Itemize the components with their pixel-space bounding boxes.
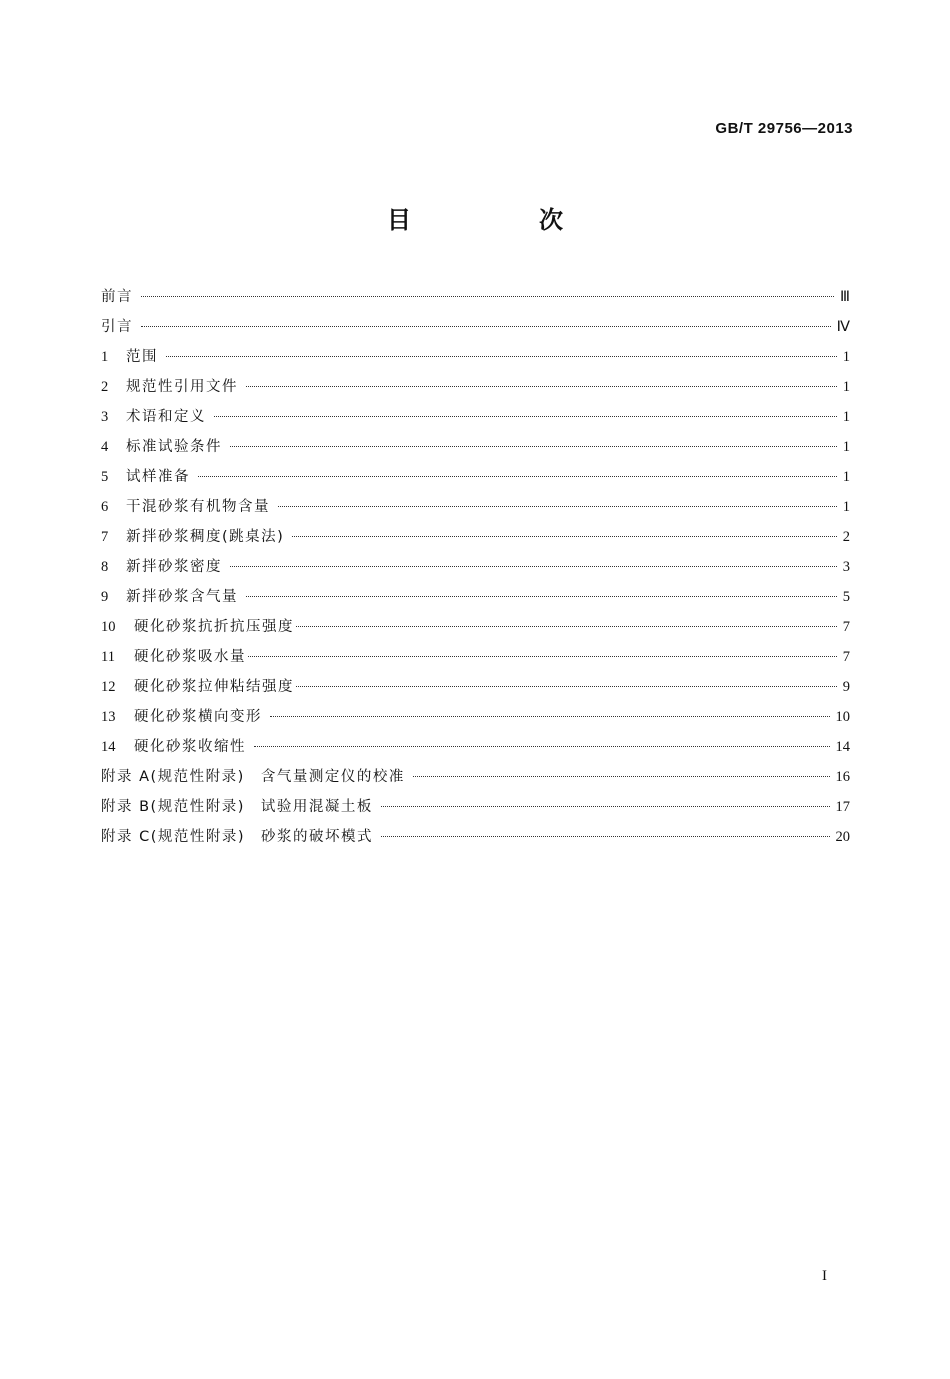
toc-section-number: 3 [101, 409, 109, 425]
toc-page-number: 1 [842, 409, 850, 425]
toc-section-number: 6 [101, 499, 109, 515]
dot-leader [246, 596, 837, 597]
toc-entry-9[interactable] [101, 582, 850, 612]
toc-label: 硬化砂浆拉伸粘结强度 [134, 679, 294, 695]
toc-entry-appendix-c[interactable] [101, 822, 850, 852]
toc-section-number: 2 [101, 379, 109, 395]
toc-page-number: 5 [842, 589, 850, 605]
toc-page-number: 7 [842, 619, 850, 635]
toc-section-number: 13 [101, 709, 116, 725]
toc-page-number: 9 [842, 679, 850, 695]
toc-section-number: 9 [101, 589, 109, 605]
dot-leader [381, 806, 830, 807]
toc-entry-8[interactable] [101, 552, 850, 582]
toc-label: 新拌砂浆稠度(跳桌法) [126, 529, 285, 545]
table-of-contents [101, 282, 850, 852]
toc-entry-13[interactable] [101, 702, 850, 732]
toc-label: 附录 B(规范性附录) 试验用混凝土板 [101, 799, 373, 815]
toc-section-number: 8 [101, 559, 109, 575]
toc-page-number: 1 [842, 349, 850, 365]
toc-section-number: 4 [101, 439, 109, 455]
toc-label: 范围 [126, 349, 158, 365]
dot-leader [413, 776, 830, 777]
toc-entry-3[interactable] [101, 402, 850, 432]
toc-page-number: 1 [842, 379, 850, 395]
toc-label: 试样准备 [126, 469, 190, 485]
toc-label: 硬化砂浆收缩性 [134, 739, 246, 755]
dot-leader [296, 686, 837, 687]
toc-section-number: 12 [101, 679, 116, 695]
dot-leader [278, 506, 837, 507]
dot-leader [230, 446, 837, 447]
toc-page-number: 10 [835, 709, 850, 725]
toc-entry-appendix-a[interactable] [101, 762, 850, 792]
toc-entry-11[interactable] [101, 642, 850, 672]
dot-leader [141, 296, 834, 297]
toc-entry-introduction[interactable] [101, 312, 850, 342]
toc-label: 引言 [101, 319, 133, 335]
dot-leader [230, 566, 837, 567]
toc-label: 术语和定义 [126, 409, 206, 425]
toc-label: 硬化砂浆吸水量 [134, 649, 246, 665]
dot-leader [248, 656, 837, 657]
toc-entry-12[interactable] [101, 672, 850, 702]
toc-entry-5[interactable] [101, 462, 850, 492]
toc-entry-foreword[interactable] [101, 282, 850, 312]
toc-page-number: 16 [835, 769, 850, 785]
toc-entry-10[interactable] [101, 612, 850, 642]
toc-label: 规范性引用文件 [126, 379, 238, 395]
toc-page-number: 1 [842, 439, 850, 455]
page-number: I [822, 1268, 827, 1284]
toc-entry-appendix-b[interactable] [101, 792, 850, 822]
toc-page-number: 17 [835, 799, 850, 815]
toc-label: 硬化砂浆横向变形 [134, 709, 262, 725]
dot-leader [166, 356, 837, 357]
toc-label: 新拌砂浆密度 [126, 559, 222, 575]
dot-leader [198, 476, 837, 477]
dot-leader [214, 416, 837, 417]
toc-page-number: 1 [842, 469, 850, 485]
toc-page-number: Ⅳ [836, 319, 850, 335]
dot-leader [296, 626, 837, 627]
dot-leader [292, 536, 836, 537]
toc-label: 前言 [101, 289, 133, 305]
toc-page-number: 3 [842, 559, 850, 575]
toc-label: 硬化砂浆抗折抗压强度 [134, 619, 294, 635]
toc-page-number: 2 [842, 529, 850, 545]
toc-entry-2[interactable] [101, 372, 850, 402]
dot-leader [254, 746, 830, 747]
toc-page-number: 14 [835, 739, 850, 755]
dot-leader [381, 836, 829, 837]
toc-page-number: Ⅲ [840, 289, 850, 305]
page-title: 目 次 [387, 206, 615, 234]
toc-entry-14[interactable] [101, 732, 850, 762]
toc-label: 干混砂浆有机物含量 [126, 499, 270, 515]
toc-label: 标准试验条件 [126, 439, 222, 455]
toc-entry-6[interactable] [101, 492, 850, 522]
toc-section-number: 1 [101, 349, 109, 365]
toc-label: 新拌砂浆含气量 [126, 589, 238, 605]
toc-entry-4[interactable] [101, 432, 850, 462]
toc-section-number: 14 [101, 739, 116, 755]
toc-page-number: 1 [842, 499, 850, 515]
toc-section-number: 11 [101, 649, 115, 665]
toc-page-number: 7 [842, 649, 850, 665]
toc-section-number: 10 [101, 619, 116, 635]
toc-entry-1[interactable] [101, 342, 850, 372]
toc-label: 附录 C(规范性附录) 砂浆的破坏模式 [101, 829, 374, 845]
toc-label: 附录 A(规范性附录) 含气量测定仪的校准 [101, 769, 405, 785]
dot-leader [270, 716, 830, 717]
toc-section-number: 7 [101, 529, 109, 545]
toc-page-number: 20 [835, 829, 850, 845]
standard-code: GB/T 29756—2013 [715, 120, 853, 137]
dot-leader [141, 326, 831, 327]
dot-leader [246, 386, 837, 387]
toc-section-number: 5 [101, 469, 109, 485]
toc-entry-7[interactable] [101, 522, 850, 552]
